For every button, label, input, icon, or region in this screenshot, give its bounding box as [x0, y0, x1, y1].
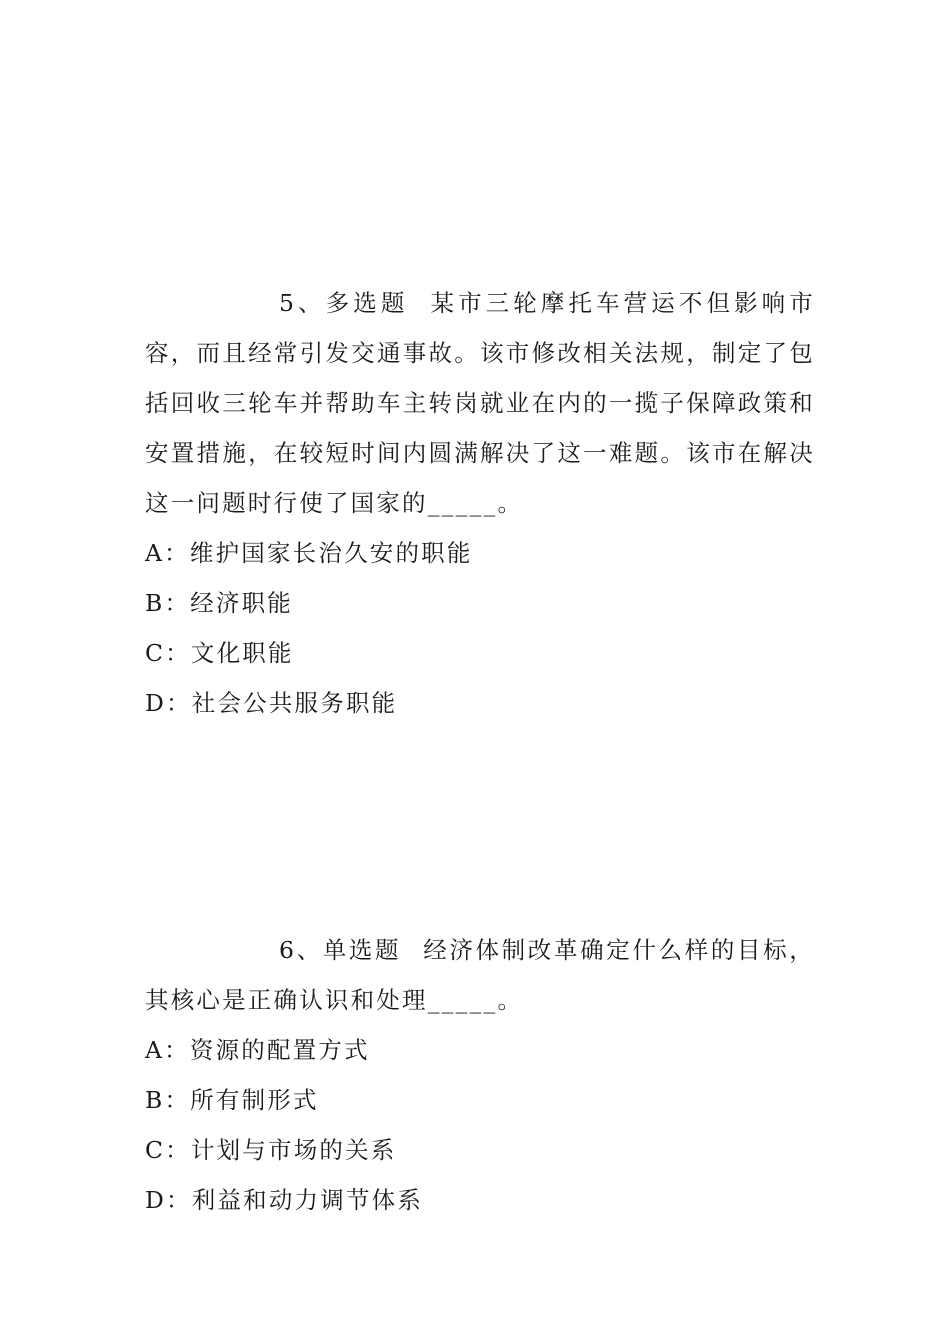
option-text: 利益和动力调节体系: [191, 1186, 424, 1214]
option-label: D：: [145, 689, 192, 717]
question-type: 多选题: [325, 289, 409, 317]
question-5: [145, 278, 815, 728]
option-label: A：: [145, 1036, 190, 1064]
option-d: [145, 678, 815, 728]
option-text: 计划与市场的关系: [190, 1136, 397, 1164]
option-text: 维护国家长治久安的职能: [189, 539, 473, 567]
option-text: 资源的配置方式: [189, 1036, 370, 1064]
option-c: [145, 628, 815, 678]
option-text: 经济职能: [190, 589, 293, 617]
option-label: C：: [145, 639, 191, 667]
option-label: B：: [145, 1086, 191, 1114]
option-d: [145, 1175, 815, 1225]
options-list: [145, 1025, 815, 1225]
option-text: 文化职能: [190, 639, 294, 667]
option-label: D：: [145, 1186, 192, 1214]
option-label: C：: [145, 1136, 191, 1164]
question-type: 单选题: [322, 936, 402, 964]
question-number: 5、: [279, 289, 326, 317]
option-text: 所有制形式: [190, 1086, 319, 1114]
option-b: [145, 578, 815, 628]
option-c: [145, 1125, 815, 1175]
question-text: 经济体制改革确定什么样的目标，其核心是正确认识和处理_____。: [145, 936, 815, 1014]
question-number: 6、: [279, 936, 323, 964]
option-b: [145, 1075, 815, 1125]
question-stem: [145, 925, 815, 1025]
option-label: A：: [145, 539, 190, 567]
options-list: [145, 528, 815, 728]
option-a: [145, 528, 815, 578]
question-6: [145, 925, 815, 1225]
question-text: 某市三轮摩托车营运不但影响市容，而且经常引发交通事故。该市修改相关法规，制定了包括回收三轮车并帮助车主转岗就业在内的一揽子保障政策和安置措施，在较短时间内圆满解决了这一难题。该市在解决这一问题时行使了国家的_____。: [145, 289, 815, 517]
option-text: 社会公共服务职能: [191, 689, 398, 717]
question-stem: [145, 278, 815, 528]
option-a: [145, 1025, 815, 1075]
option-label: B：: [145, 589, 191, 617]
